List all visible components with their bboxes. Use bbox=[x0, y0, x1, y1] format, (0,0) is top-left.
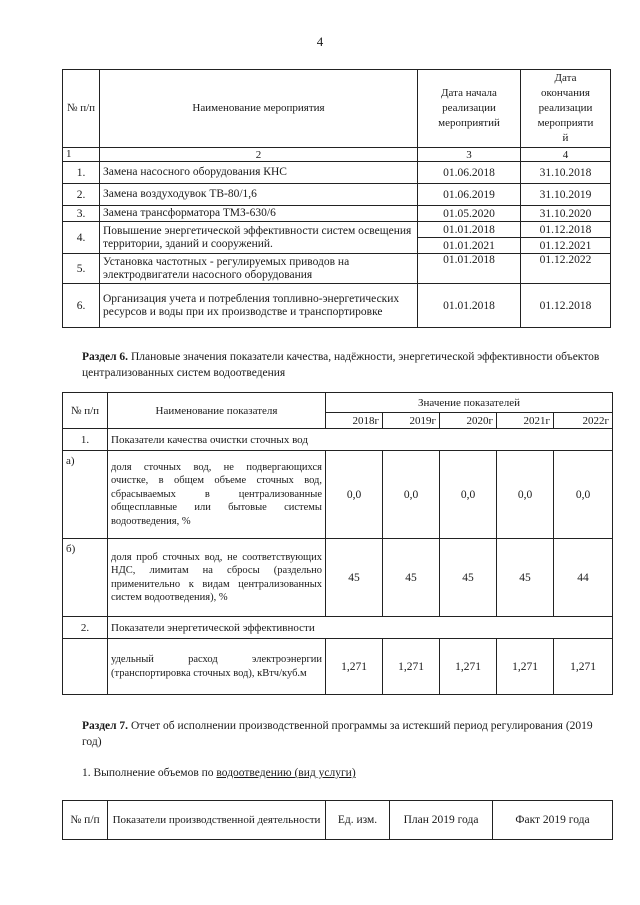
table-row: 01.01.2021 01.12.2021 bbox=[63, 238, 611, 254]
table-row: 3. Замена трансформатора ТМЗ-630/6 01.05.2020 31.10.2020 bbox=[63, 206, 611, 222]
production-header-row: № п/п Показатели производственной деятельности Ед. изм. План 2019 года Факт 2019 года bbox=[63, 801, 613, 840]
production-program-table bbox=[62, 800, 613, 840]
header-num: № п/п bbox=[63, 70, 100, 148]
table-row: а) доля сточных вод, не подвергающихся очистке, в общем объеме сточных вод, сбрасываемых в централизованные общесплавные или бытовые системы водоотведения, % 0,0 0,0 0,0 0,0 0,0 bbox=[63, 451, 613, 539]
subsection-1-heading: 1. Выполнение объемов по водоотведению (вид услуги) bbox=[82, 767, 356, 779]
header-name: Наименование мероприятия bbox=[100, 70, 418, 148]
group-row: 2. Показатели энергетической эффективности bbox=[63, 617, 613, 639]
column-numbers-row: 1 2 3 4 bbox=[63, 148, 611, 162]
group-row: 1. Показатели качества очистки сточных вод bbox=[63, 429, 613, 451]
section-6-heading: Раздел 6. Плановые значения показатели качества, надёжности, энергетической эффективности объектов централизованных систем водоотведения bbox=[82, 351, 600, 379]
years-row: 2018г 2019г 2020г 2021г 2022г bbox=[63, 413, 613, 429]
table-row: 5. Установка частотных - регулируемых приводов на электродвигатели насосного оборудования 01.01.2018 01.12.2022 bbox=[63, 254, 611, 284]
table-row: 1. Замена насосного оборудования КНС 01.06.2018 31.10.2018 bbox=[63, 162, 611, 184]
header-end: Дата окончания реализации мероприяти й bbox=[521, 70, 611, 148]
indicators-table bbox=[62, 392, 613, 695]
header-start: Дата начала реализации мероприятий bbox=[418, 70, 521, 148]
table-row: 4. Повышение энергетической эффективности систем освещения территории, зданий и сооружений. 01.01.2018 01.12.2018 bbox=[63, 222, 611, 238]
table-row: б) доля проб сточных вод, не соответствующих НДС, лимитам на сбросы (раздельно применительно к видам централизованных систем водоотведения), % 45 45 45 45 44 bbox=[63, 539, 613, 617]
measures-table-header bbox=[63, 70, 611, 148]
indicators-header-row: № п/п Наименование показателя Значение показателей bbox=[63, 393, 613, 413]
table-row: 6. Организация учета и потребления топливно-энергетических ресурсов и воды при их производстве и транспортировке 01.01.2018 01.12.2018 bbox=[63, 284, 611, 328]
section-7-heading: Раздел 7. Отчет об исполнении производственной программы за истекший период регулирования (2019 год) bbox=[82, 720, 593, 748]
table-row: 2. Замена воздуходувок ТВ-80/1,6 01.06.2019 31.10.2019 bbox=[63, 184, 611, 206]
measures-table bbox=[62, 69, 611, 328]
table-row: удельный расход электроэнергии (транспортировка сточных вод), кВтч/куб.м 1,271 1,271 1,271 1,271 1,271 bbox=[63, 639, 613, 695]
page-number: 4 bbox=[316, 34, 324, 49]
